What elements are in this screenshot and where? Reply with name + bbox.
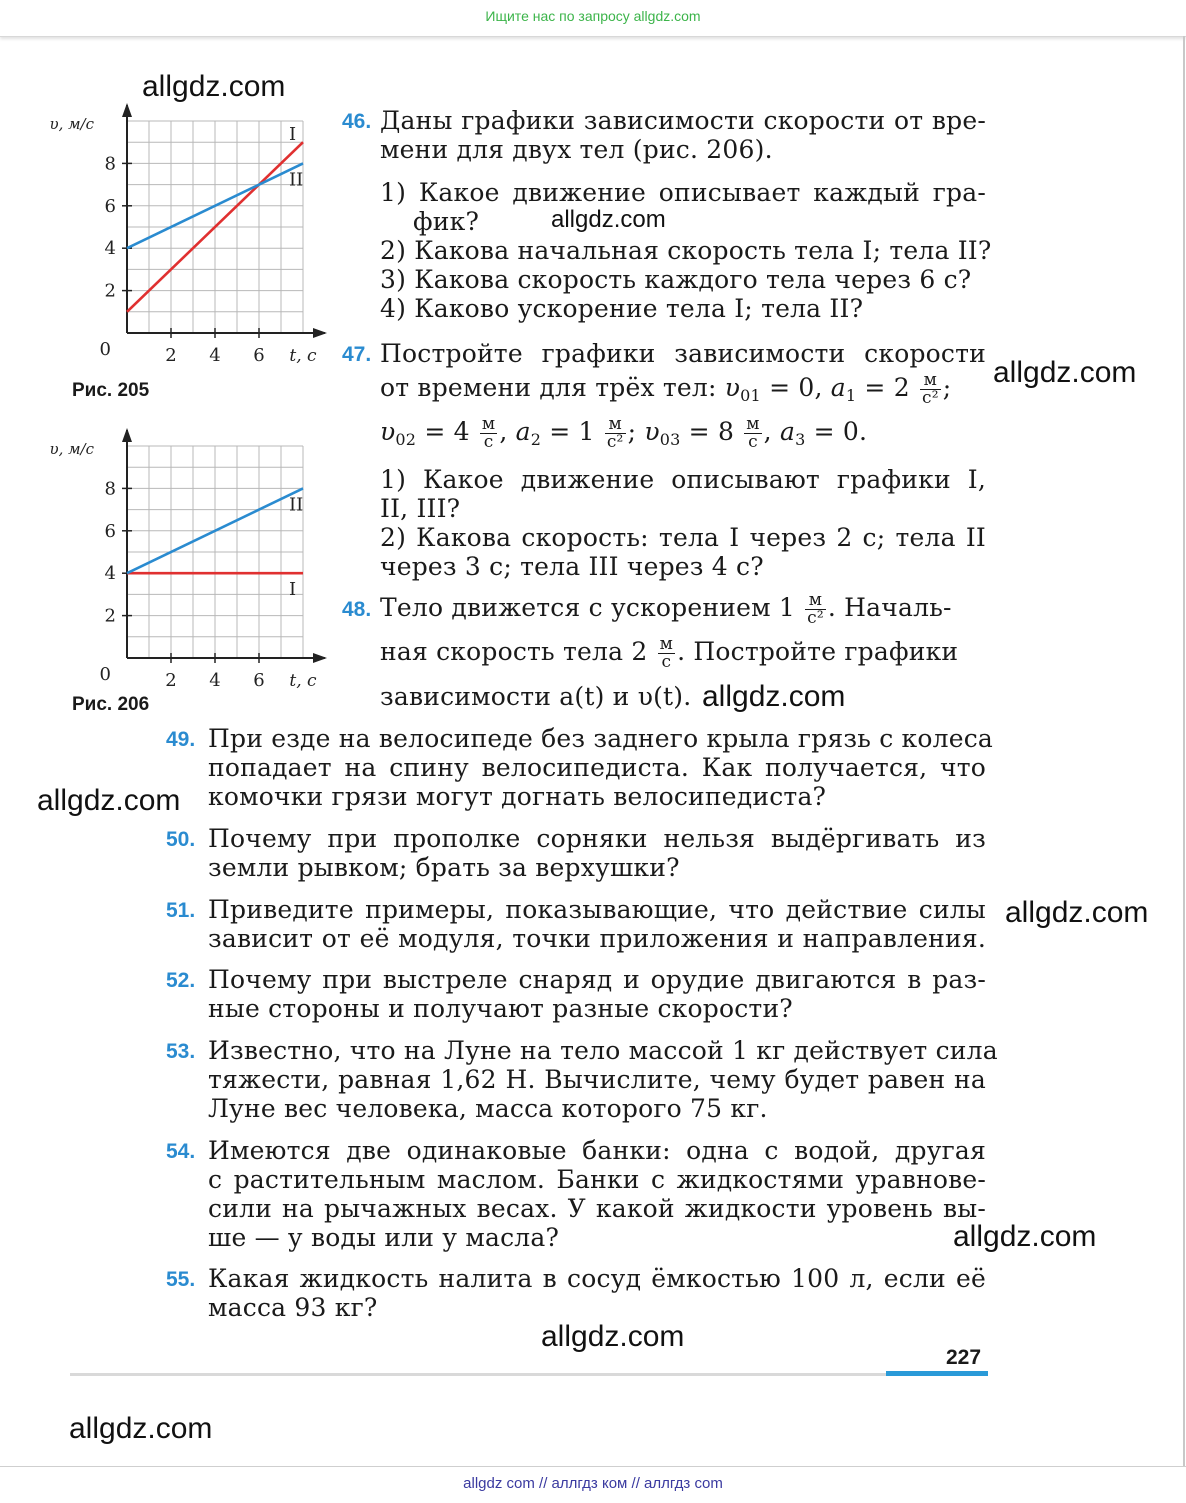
- page-rule-accent: [886, 1371, 988, 1376]
- problem-number: 55.: [166, 1268, 196, 1291]
- problem-47-formula-line1: от времени для трёх тел: $\upsilon_{01} = 0$, $a_1 = 2$ $\frac{м}{\text{с²}}$ ;: [380, 370, 952, 408]
- problem-48-line3: зависимости a(t) и υ(t).: [380, 682, 692, 711]
- y-axis-label: υ, м/с: [49, 115, 94, 133]
- origin-label: 0: [99, 664, 111, 685]
- problem-49: При езде на велосипеде без заднего крыла грязь с колеса попадает на спину велосипедиста. Как получается, что комочки грязи могут догнать велосипедиста?: [208, 724, 993, 811]
- problem-number: 49.: [166, 728, 196, 751]
- watermark: allgdz.com: [69, 1412, 213, 1445]
- x-tick-label: 6: [253, 345, 265, 366]
- series-label: II: [289, 169, 304, 191]
- watermark: allgdz.com: [551, 206, 666, 233]
- problem-50: Почему при прополке сорняки нельзя выдёргивать из земли рывком; брать за верхушки?: [208, 824, 986, 882]
- velocity-graph-fig206: [49, 428, 330, 691]
- series-label: I: [289, 124, 297, 146]
- x-tick-label: 4: [209, 670, 221, 691]
- page-number: 227: [946, 1346, 982, 1369]
- y-tick-label: 4: [104, 563, 116, 585]
- x-axis-label: t, с: [289, 671, 317, 691]
- x-tick-label: 2: [165, 670, 177, 691]
- watermark: allgdz.com: [953, 1220, 1097, 1253]
- x-axis-arrow-icon: [313, 653, 327, 663]
- watermark: allgdz.com: [702, 680, 846, 713]
- x-tick-label: 6: [253, 670, 265, 691]
- series-label: II: [289, 494, 304, 516]
- origin-label: 0: [99, 339, 111, 360]
- problem-number: 46.: [342, 110, 372, 133]
- y-tick-label: 6: [104, 520, 116, 542]
- y-axis-label: υ, м/с: [49, 440, 94, 458]
- figure-caption: Рис. 205: [72, 380, 150, 401]
- problem-53: Известно, что на Луне на тело массой 1 кг действует сила тяжести, равная 1,62 Н. Вычислите, чему будет равен на Луне вес человека, масса которого 75 кг.: [208, 1036, 998, 1123]
- problem-47: Постройте графики зависимости скорости: [380, 339, 986, 368]
- x-axis-arrow-icon: [313, 328, 327, 338]
- problem-48-line1: Тело движется с ускорением 1 $\frac{м}{\text{с²}}$ . Началь-: [380, 590, 952, 628]
- y-tick-label: 2: [104, 280, 116, 302]
- velocity-graph-fig205: [49, 100, 330, 380]
- page-edge: [1183, 36, 1185, 1466]
- top-banner[interactable]: Ищите нас по запросу allgdz.com: [0, 0, 1186, 37]
- problem-47-questions: 1) Какое движение описывают графики I, II, III? 2) Какова скорость: тела I через 2 с; тела II через 3 с; тела III через 4 с?: [380, 465, 986, 581]
- problem-52: Почему при выстреле снаряд и орудие двигаются в раз- ные стороны и получают разные скорости?: [208, 965, 986, 1023]
- y-tick-label: 2: [104, 605, 116, 627]
- problem-number: 51.: [166, 899, 196, 922]
- problem-number: 53.: [166, 1040, 196, 1063]
- problem-46: Даны графики зависимости скорости от вре- мени для двух тел (рис. 206).: [380, 106, 986, 164]
- watermark: allgdz.com: [541, 1320, 685, 1353]
- problem-number: 52.: [166, 969, 196, 992]
- y-axis-arrow-icon: [122, 428, 132, 442]
- x-tick-label: 4: [209, 345, 221, 366]
- y-tick-label: 6: [104, 195, 116, 217]
- watermark: allgdz.com: [993, 356, 1137, 389]
- y-tick-label: 8: [104, 153, 116, 175]
- y-axis-arrow-icon: [122, 103, 132, 117]
- watermark: allgdz.com: [1005, 896, 1149, 929]
- footer-links[interactable]: allgdz com // аллгдз ком // аллгдз com: [0, 1466, 1186, 1503]
- problem-46-questions: 1) Какое движение описывает каждый гра- фик? 2) Какова начальная скорость тела I; тела II? 3) Какова скорость каждого тела через 6 с? 4) Каково ускорение тела I; тела II?: [380, 178, 992, 323]
- y-tick-label: 8: [104, 478, 116, 500]
- y-tick-label: 4: [104, 238, 116, 260]
- x-axis-label: t, с: [289, 346, 317, 366]
- problem-51: Приведите примеры, показывающие, что действие силы зависит от её модуля, точки приложения и направления.: [208, 895, 986, 953]
- series-label: I: [289, 579, 297, 601]
- watermark: allgdz.com: [37, 784, 181, 817]
- problem-47-formula-line2: $\upsilon_{02} = 4$ $\frac{м}{с}$ , $a_2 = 1$ $\frac{м}{\text{с²}}$ ; $\upsilon_{03} = 8$ $\frac{м}{с}$ , $a_3 = 0$.: [380, 414, 868, 452]
- problem-number: 48.: [342, 598, 372, 621]
- watermark: allgdz.com: [142, 70, 286, 103]
- problem-number: 54.: [166, 1140, 196, 1163]
- problem-55: Какая жидкость налита в сосуд ёмкостью 100 л, если её масса 93 кг?: [208, 1264, 986, 1322]
- problem-number: 47.: [342, 343, 372, 366]
- problem-number: 50.: [166, 828, 196, 851]
- figure-caption: Рис. 206: [72, 694, 150, 715]
- problem-48-line2: ная скорость тела 2 $\frac{м}{с}$ . Постройте графики: [380, 634, 959, 672]
- page-rule: [70, 1373, 886, 1376]
- x-tick-label: 2: [165, 345, 177, 366]
- problem-54: Имеются две одинаковые банки: одна с водой, другая с растительным маслом. Банки с жидкостями уравнове- сили на рычажных весах. У какой жидкости уровень вы- ше — у воды или у масла?: [208, 1136, 986, 1252]
